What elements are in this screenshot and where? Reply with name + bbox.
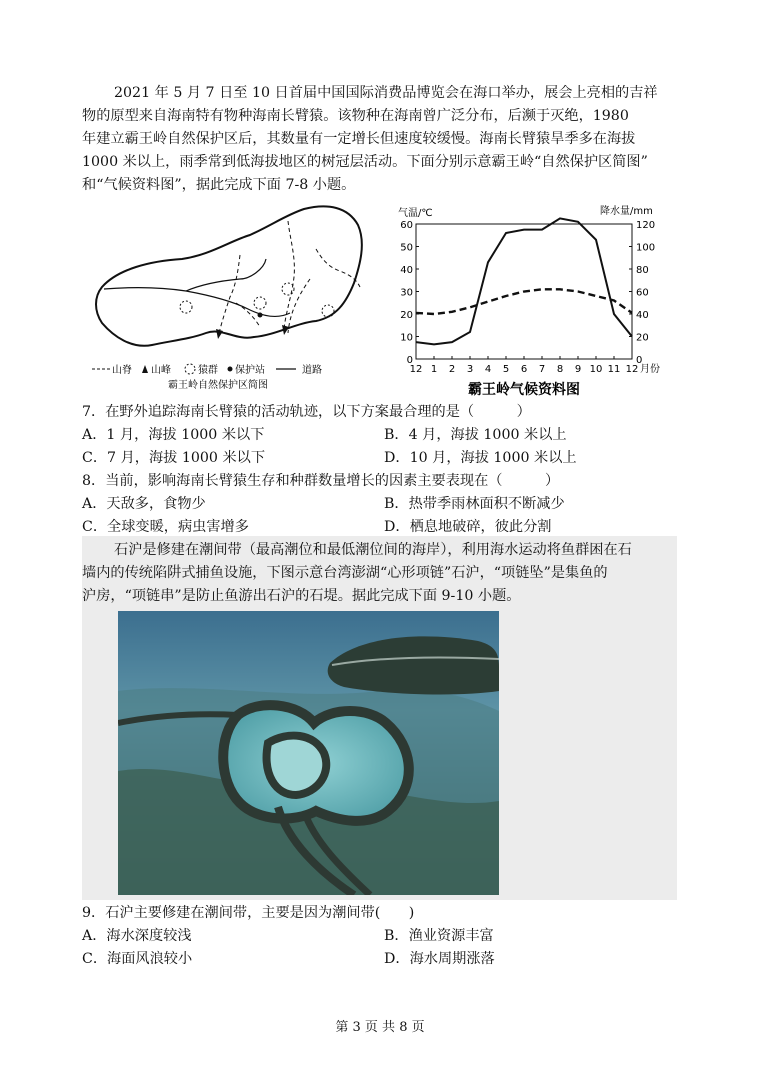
q7-option-a[interactable]: A．1 月，海拔 1000 米以下 xyxy=(82,427,265,443)
y-right-tick-label: 120 xyxy=(636,220,656,231)
y-left-tick-label: 60 xyxy=(400,220,413,231)
road-line xyxy=(104,288,290,317)
intro1-line-2: 物的原型来自海南特有物种海南长臂猿。该物种在海南曾广泛分布，后濒于灭绝，1980 xyxy=(82,108,629,124)
gibbon-group-icon xyxy=(282,283,294,295)
x-tick-label: 4 xyxy=(484,364,492,375)
x-tick-label: 7 xyxy=(538,364,546,375)
y-right-tick-label: 0 xyxy=(636,355,643,366)
station-legend-icon xyxy=(228,367,233,372)
x-tick-label: 6 xyxy=(520,364,528,375)
ridge-line-5 xyxy=(236,303,260,327)
gibbon-group-icon xyxy=(180,301,192,313)
intro2-line-1: 石沪是修建在潮间带（最高潮位和最低潮位间的海岸），利用海水运动将鱼群困在石 xyxy=(114,542,632,558)
intro2-line-3: 沪房，“项链串”是防止鱼游出石沪的石堤。据此完成下面 9-10 小题。 xyxy=(82,588,521,604)
q8-option-d[interactable]: D．栖息地破碎，彼此分割 xyxy=(384,519,552,535)
y-left-tick-label: 0 xyxy=(406,355,413,366)
q9-option-b[interactable]: B．渔业资源丰富 xyxy=(384,928,494,944)
x-tick-label: 11 xyxy=(607,364,621,375)
gibbon-legend-icon xyxy=(185,364,195,374)
q7-option-d[interactable]: D．10 月，海拔 1000 米以上 xyxy=(384,450,577,466)
reserve-boundary xyxy=(96,206,362,345)
stone-weir-photo xyxy=(118,611,499,895)
ridge-line-3 xyxy=(316,249,360,287)
q7-option-c[interactable]: C．7 月，海拔 1000 米以下 xyxy=(82,450,266,466)
q9-stem: 9．石沪主要修建在潮间带，主要是因为潮间带( ) xyxy=(82,905,415,921)
x-tick-label: 5 xyxy=(502,364,510,375)
climate-chart xyxy=(398,204,678,400)
intro1-line-5: 和“气候资料图”，据此完成下面 7-8 小题。 xyxy=(82,177,356,193)
x-tick-label: 10 xyxy=(589,364,603,375)
x-tick-label: 9 xyxy=(574,364,582,375)
x-tick-label: 2 xyxy=(448,364,456,375)
intro1-line-3: 年建立霸王岭自然保护区后，其数量有一定增长但速度较缓慢。海南长臂猿旱季多在海拔 xyxy=(82,131,636,147)
x-tick-label: 8 xyxy=(556,364,564,375)
q9-option-d[interactable]: D．海水周期涨落 xyxy=(384,951,495,967)
x-tick-label: 1 xyxy=(430,364,438,375)
x-unit-label: 月份 xyxy=(640,364,660,375)
reserve-map xyxy=(90,199,375,395)
y-left-tick-label: 20 xyxy=(400,310,413,321)
y-right-label: 降水量/mm xyxy=(600,206,653,217)
y-left-tick-label: 30 xyxy=(400,287,413,299)
y-right-tick-label: 60 xyxy=(636,287,649,299)
y-left-tick-label: 10 xyxy=(400,332,413,344)
precipitation-line xyxy=(416,218,632,344)
y-left-tick-label: 50 xyxy=(400,242,413,254)
x-tick-label: 3 xyxy=(466,364,474,375)
map-caption: 霸王岭自然保护区简图 xyxy=(168,380,268,391)
y-left-tick-label: 40 xyxy=(400,265,413,276)
x-tick-label: 12 xyxy=(409,364,423,375)
ridge-line xyxy=(218,255,240,337)
x-tick-label: 12 xyxy=(625,364,639,375)
legend-peak-label: 山峰 xyxy=(151,365,171,376)
chart-title: 霸王岭气候资料图 xyxy=(468,382,580,398)
legend-ridge-label: 山脊 xyxy=(112,365,132,376)
gibbon-group-icon xyxy=(254,297,266,309)
intro1-line-4: 1000 米以上，雨季常到低海拔地区的树冠层活动。下面分别示意霸王岭“自然保护区简图” xyxy=(82,154,648,170)
y-right-tick-label: 20 xyxy=(636,332,649,344)
q8-option-a[interactable]: A．天敌多，食物少 xyxy=(82,496,206,512)
road-line-2 xyxy=(186,259,266,291)
legend-station-label: 保护站 xyxy=(235,365,265,376)
gibbon-group-icon xyxy=(322,305,334,317)
q7-option-b[interactable]: B．4 月，海拔 1000 米以上 xyxy=(384,427,567,443)
intro1-line-1: 2021 年 5 月 7 日至 10 日首届中国国际消费品博览会在海口举办，展会上亮相的吉祥 xyxy=(114,85,658,101)
y-right-tick-label: 40 xyxy=(636,310,649,321)
y-left-label: 气温/℃ xyxy=(398,208,433,219)
legend-road-label: 道路 xyxy=(302,365,322,376)
q8-option-c[interactable]: C．全球变暖，病虫害增多 xyxy=(82,519,249,535)
peak-icon xyxy=(142,365,148,373)
q9-option-a[interactable]: A．海水深度较浅 xyxy=(82,928,192,944)
station-icon xyxy=(258,313,263,318)
page-footer: 第 3 页 共 8 页 xyxy=(335,1020,425,1035)
legend-gibbon-label: 猿群 xyxy=(198,365,218,376)
q7-stem: 7．在野外追踪海南长臂猿的活动轨迹，以下方案最合理的是（ ） xyxy=(82,404,531,420)
y-right-tick-label: 100 xyxy=(636,242,656,254)
q9-option-c[interactable]: C．海面风浪较小 xyxy=(82,951,193,967)
q8-option-b[interactable]: B．热带季雨林面积不断减少 xyxy=(384,496,565,512)
y-right-tick-label: 80 xyxy=(636,265,649,276)
intro2-line-2: 墙内的传统陷阱式捕鱼设施，下图示意台湾澎湖“心形项链”石沪，“项链坠”是集鱼的 xyxy=(82,565,608,581)
temperature-line xyxy=(416,289,632,314)
q8-stem: 8．当前，影响海南长臂猿生存和种群数量增长的因素主要表现在（ ） xyxy=(82,473,560,489)
